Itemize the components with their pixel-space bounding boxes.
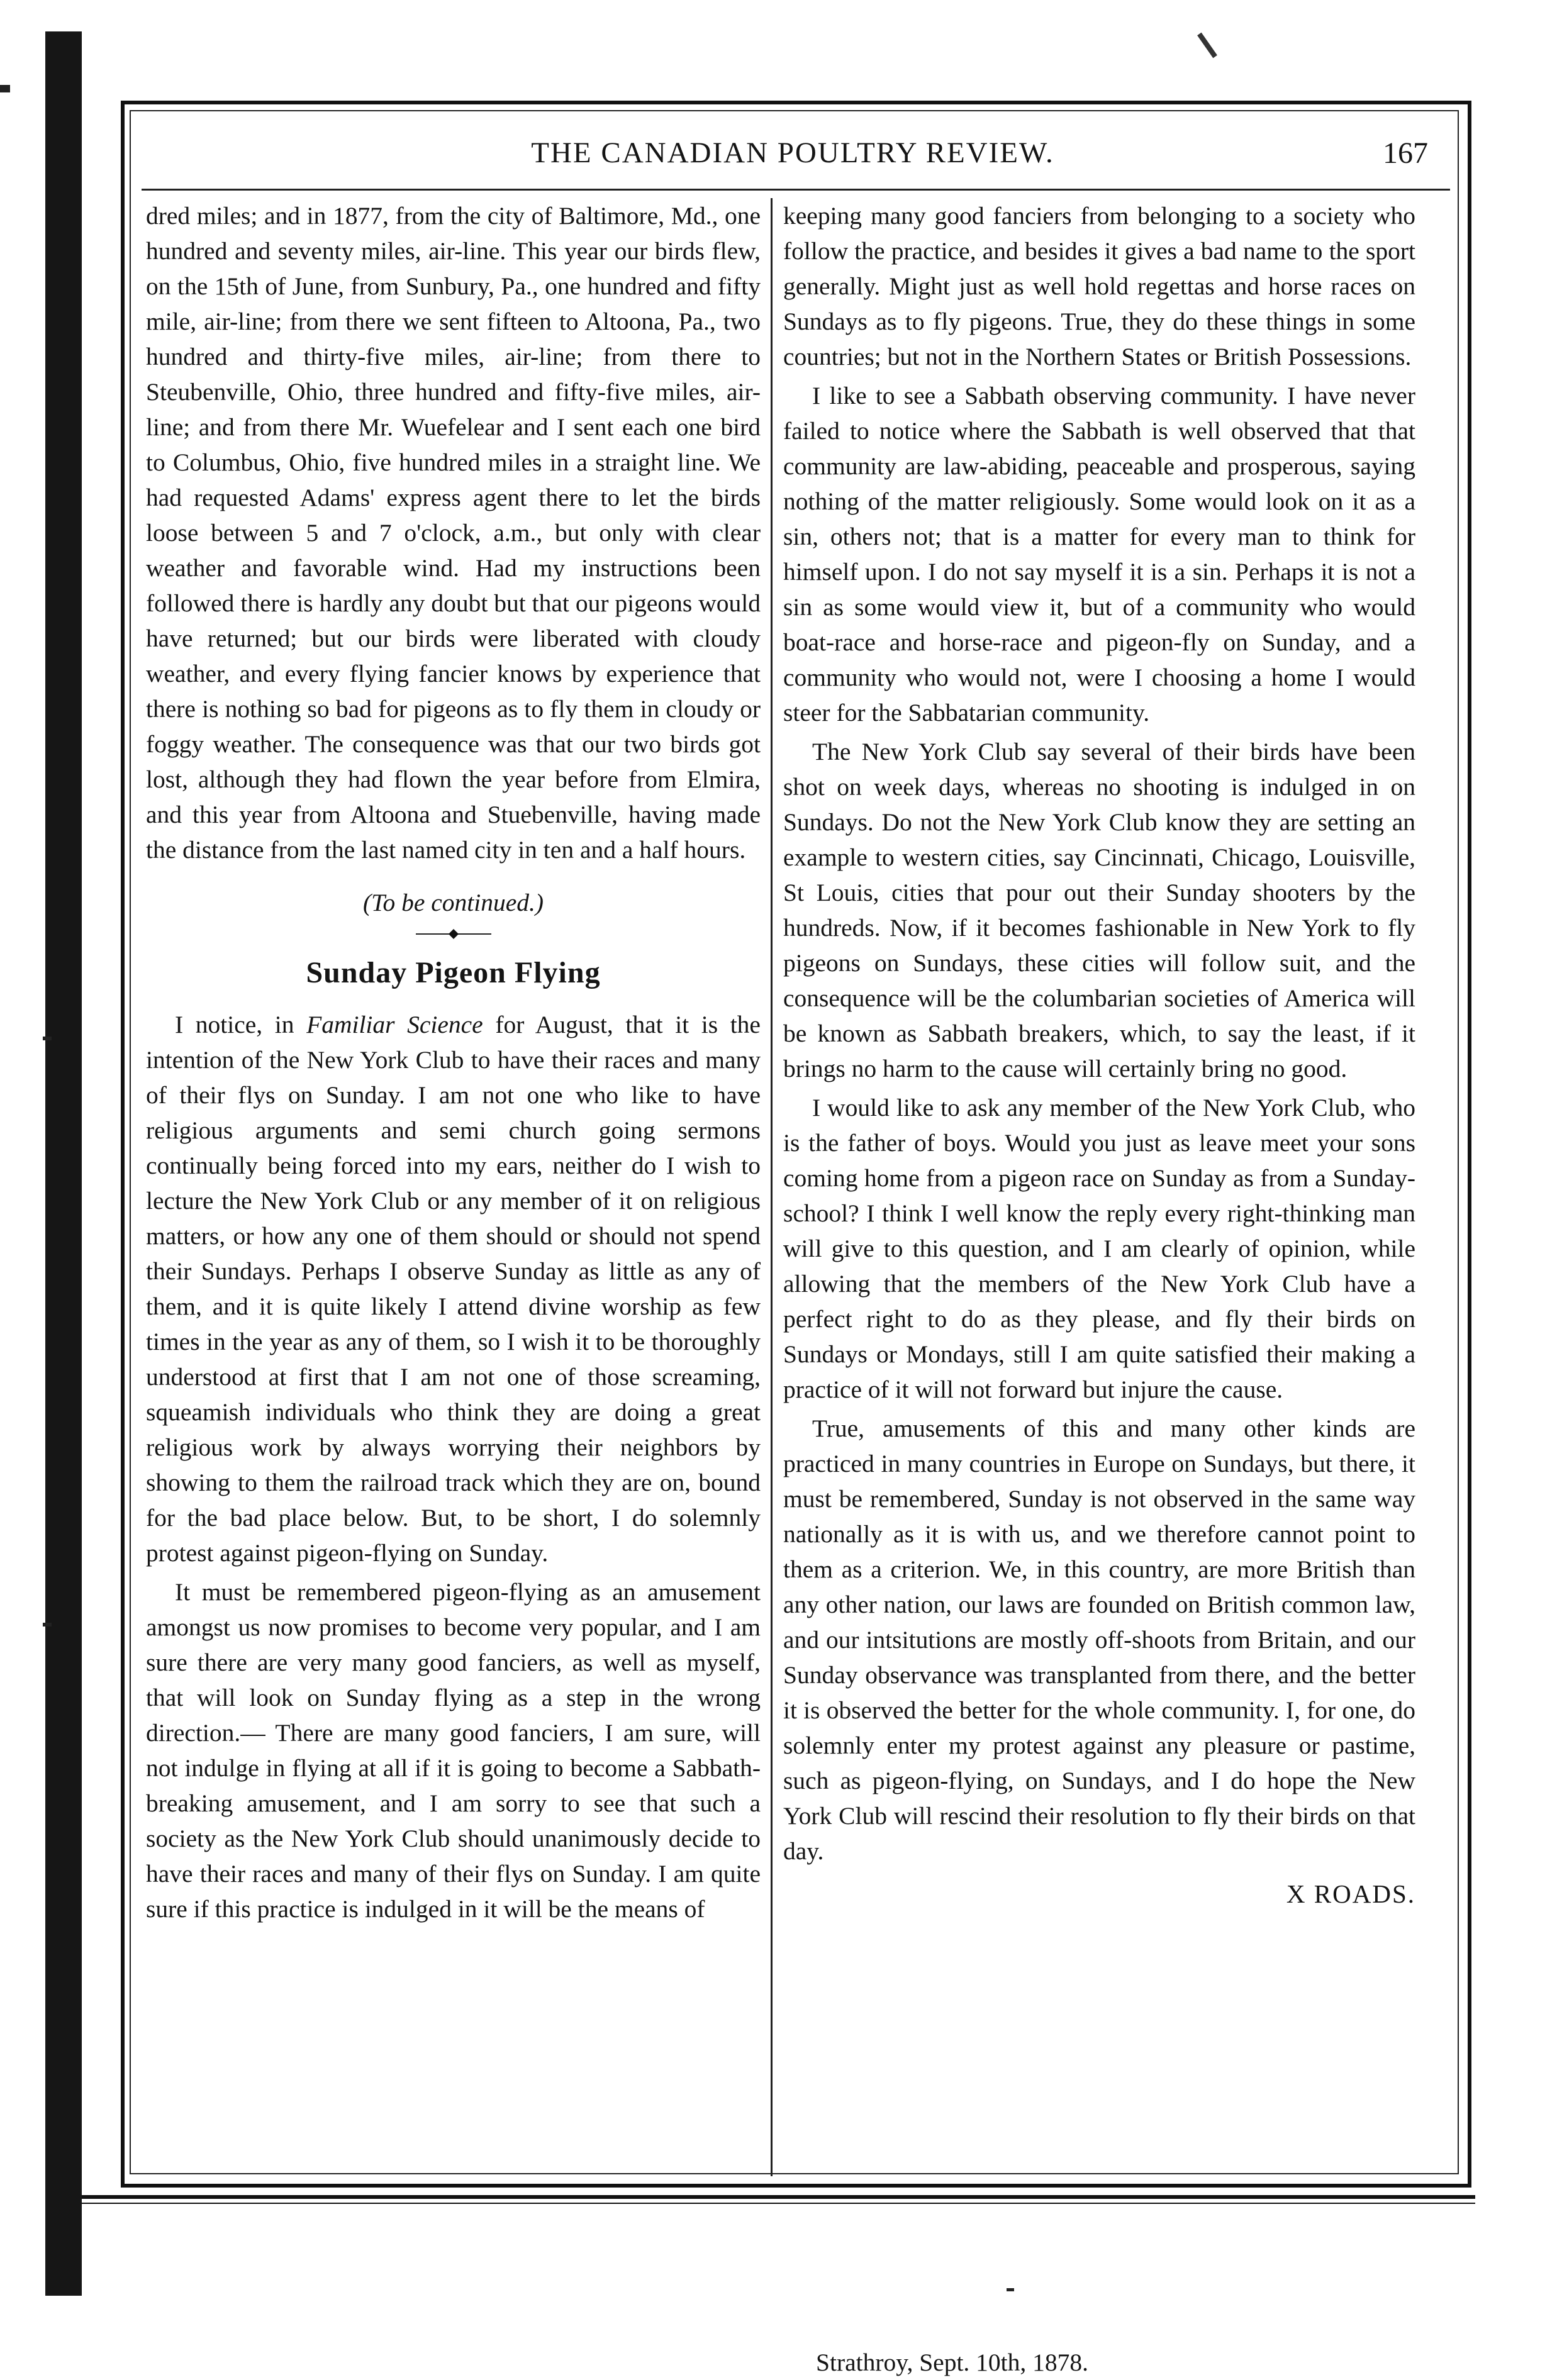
page-number: 167	[1383, 136, 1428, 170]
article-paragraph: I would like to ask any member of the New York Club, who is the father of boys. Would you just as leave meet your sons coming home from a pigeon race on Sunday as from a Sunday-school? I think I well know the reply every right-thinking man will give to this question, and I am clearly of opinion, while allowing that the members of the New York Club have a perfect right to do as they please, and fly their birds on Sundays or Mondays, still I am quite satisfied their making a practice of it will not forward but injure the cause.	[783, 1094, 1415, 1403]
scan-speck	[1197, 33, 1217, 58]
author-signature: X ROADS.	[1286, 1879, 1415, 1908]
journal-title: THE CANADIAN POULTRY REVIEW.	[531, 136, 1054, 169]
text-run: I notice, in	[175, 1011, 307, 1038]
dateline: Strathroy, Sept. 10th, 1878.	[816, 2349, 1089, 2376]
signature-block	[783, 1876, 1415, 1916]
article-title: Sunday Pigeon Flying	[306, 956, 601, 989]
article-paragraph: True, amusements of this and many other kinds are practiced in many countries in Europe on Sundays, but there, it must be remembered, Sunday is not observed in the same way nationally as it is with us, and we therefore cannot point to them as a criterion. We, in this country, are more British than any other nation, our laws are founded on British common law, and our intsitutions are mostly off-shoots from Britain, and our Sunday observance was transplanted from there, and the better it is observed the better for the whole community. I, for one, do solemnly enter my protest against any pleasure or pastime, such as pigeon-flying, on Sundays, and I do hope the New York Club will rescind their resolution to fly their birds on that day.	[783, 1415, 1415, 1865]
article-paragraph: I like to see a Sabbath observing community. I have never failed to notice where the Sabbath is well observed that that community are law-abiding, peaceable and prosperous, saying nothing of the matter religiously. Some would look on it as a sin, others not; that is a matter for every man to think for himself upon. I do not say myself it is a sin. Perhaps it is not a sin as some would view it, but of a community who would boat-race and horse-race and pigeon-fly on Sunday, and a community who would not, were I choosing a home I would steer for the Sabbatarian community.	[783, 382, 1415, 726]
scan-speck	[1007, 2288, 1014, 2291]
bottom-rule	[82, 2195, 1475, 2199]
to-be-continued-note: (To be continued.)	[362, 889, 544, 916]
continued-paragraph: dred miles; and in 1877, from the city of Baltimore, Md., one hundred and seventy miles, air-line. This year our birds flew, on the 15th of June, from Sunbury, Pa., one hundred and fifty mile, air-line; from there we sent fifteen to Altoona, Pa., two hundred and thirty-five miles, air-line; from there to Steubenville, Ohio, three hundred and fifty-five miles, air-line; and from there Mr. Wuefelear and I sent each one bird to Columbus, Ohio, five hundred miles in a straight line. We had requested Adams' express agent there to let the birds loose between 5 and 7 o'clock, a.m., but only with clear weather and favorable wind. Had my instructions been followed there is hardly any doubt but that our pigeons would have returned; but our birds were liberated with cloudy weather, and every flying fancier knows by experience that there is nothing so bad for pigeons as to fly them in cloudy or foggy weather. The consequence was that our two birds got lost, although they had flown the year before from Elmira, and this year from Altoona and Stuebenville, having made the distance from the last named city in ten and a half hours.	[146, 202, 761, 864]
article-paragraph	[146, 1007, 761, 1571]
scan-edge-mark	[43, 1037, 52, 1040]
left-column	[146, 198, 761, 1930]
scan-spine-shadow	[45, 31, 82, 2296]
column-divider	[771, 198, 773, 2176]
running-head	[145, 132, 1441, 176]
right-column	[783, 198, 1415, 2376]
scan-edge-mark	[43, 1623, 52, 1627]
article-paragraph: The New York Club say several of their birds have been shot on week days, whereas no shooting is indulged in on Sundays. Do not the New York Club know they are setting an example to western cities, say Cincinnati, Chicago, Louisville, St Louis, cities that pour out their Sunday shooters by the hundreds. Now, if it becomes fashionable in New York to fly pigeons on Sundays, these cities will follow suit, and the consequence will be the columbarian societies of America will be known as Sabbath breakers, which, to say the least, if it brings no harm to the cause will certainly bring no good.	[783, 738, 1415, 1082]
scan-edge-mark	[0, 85, 10, 92]
article-paragraph: It must be remembered pigeon-flying as an amusement amongst us now promises to become very popular, and I am sure there are very many good fanciers, as well as myself, that will look on Sunday flying as a step in the wrong direction.— There are many good fanciers, I am sure, will not indulge in flying at all if it is going to become a Sabbath-breaking amusement, and I am sorry to see that such a society as the New York Club should unanimously decide to have their races and many of their flys on Sunday. I am quite sure if this practice is indulged in it will be the means of	[146, 1578, 761, 1923]
bottom-rule-thin	[82, 2203, 1475, 2204]
journal-name: Familiar Science	[306, 1011, 483, 1038]
section-divider-ornament	[416, 925, 491, 943]
article-paragraph: keeping many good fanciers from belonging to a society who follow the practice, and besides it gives a bad name to the sport generally. Might just as well hold regettas and horse races on Sundays as to fly pigeons. True, they do these things in some countries; but not in the Northern States or British Possessions.	[783, 202, 1415, 370]
text-run: for August, that it is the intention of the New York Club to have their races and many of their flys on Sunday. I am not one who like to have religious arguments and semi church going sermons continually being forced into my ears, neither do I wish to lecture the New York Club or any member of it on religious matters, or how any one of them should or should not spend their Sundays. Perhaps I observe Sunday as little as any of them, and it is quite likely I attend divine worship as few times in the year as any of them, so I wish it to be thoroughly understood at first that I am not one of those screaming, squeamish individuals who think they are doing a great religious work by always worrying their neighbors by showing to them the railroad track which they are on, bound for the bad place below. But, to be short, I do solemnly protest against pigeon-flying on Sunday.	[146, 1011, 761, 1567]
header-rule	[142, 189, 1450, 191]
